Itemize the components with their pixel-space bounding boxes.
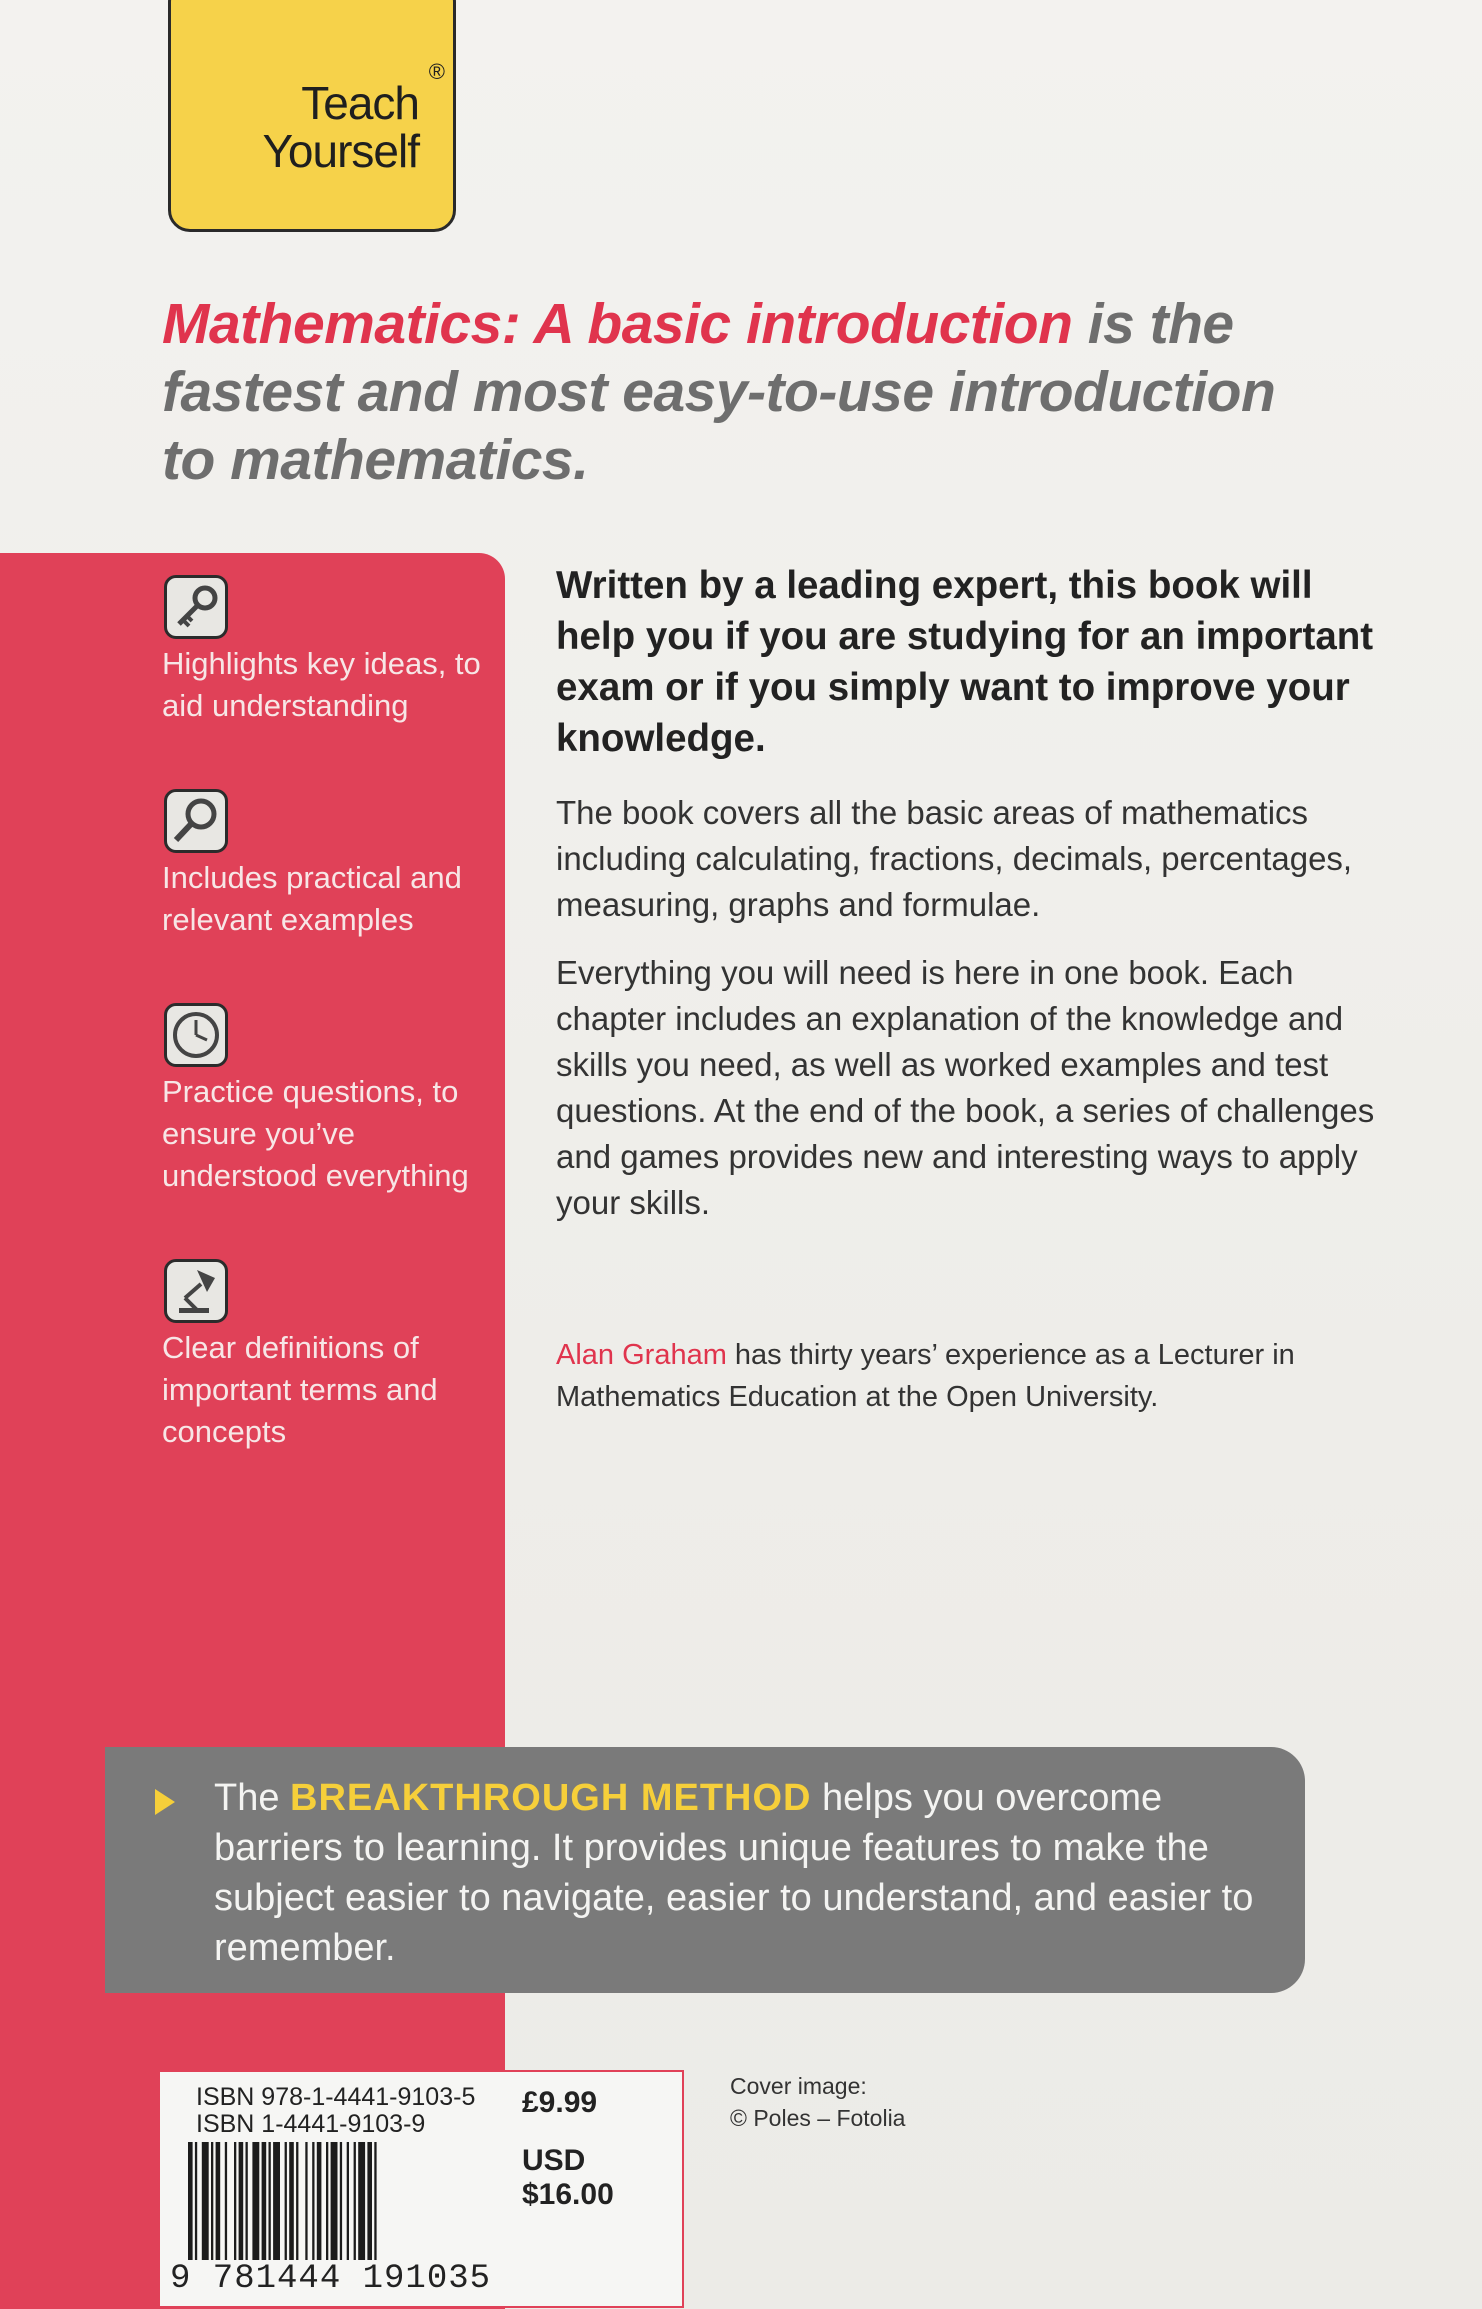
play-arrow-icon xyxy=(155,1789,175,1815)
feature-text: Highlights key ideas, to aid understanding xyxy=(162,646,481,723)
breakthrough-banner xyxy=(105,1747,1305,1993)
desk-lamp-icon xyxy=(164,1259,228,1323)
logo-line-1: Teach xyxy=(301,77,419,129)
headline-rest: is the fastest and most easy-to-use introduction to mathematics. xyxy=(162,292,1276,492)
logo-line-2: Yourself xyxy=(262,125,419,177)
isbn-lines xyxy=(196,2084,475,2138)
body-paragraph: Everything you will need is here in one book. Each chapter includes an explanation of the knowledge and skills you need, as well as worked examples and test questions. At the end of the book, a series of challenges and games provides new and interesting ways to apply your skills. xyxy=(556,954,1375,1221)
author-bio xyxy=(556,1334,1386,1418)
credit-line-2: © Poles – Fotolia xyxy=(730,2105,906,2131)
features-panel xyxy=(0,553,505,2309)
author-bio-text: has thirty years’ experience as a Lecturer in Mathematics Education at the Open University. xyxy=(556,1339,1295,1413)
magnifier-icon xyxy=(164,789,228,853)
price-usd: $16.00 xyxy=(522,2178,614,2211)
body-paragraph: The book covers all the basic areas of mathematics including calculating, fractions, decimals, percentages, measuring, graphs and formulae. xyxy=(556,794,1353,923)
lead-paragraph: Written by a leading expert, this book will help you if you are studying for an important exam or if you simply want to improve your knowledge. xyxy=(556,564,1374,760)
isbn-barcode-box xyxy=(158,2070,684,2308)
barcode-digits: 9 781444 191035 xyxy=(170,2260,510,2298)
clock-icon xyxy=(164,1003,228,1067)
logo-text xyxy=(262,79,419,175)
book-title: Mathematics: A basic introduction xyxy=(162,292,1073,356)
teach-yourself-logo xyxy=(168,0,456,232)
feature-text: Practice questions, to ensure you’ve understood everything xyxy=(162,1074,469,1193)
banner-text xyxy=(214,1773,1284,1973)
isbn-13: ISBN 978-1-4441-9103-5 xyxy=(196,2083,476,2111)
price-gbp: £9.99 xyxy=(522,2086,598,2119)
banner-prefix: The xyxy=(214,1777,291,1819)
key-icon xyxy=(164,575,228,639)
feature-text: Includes practical and relevant examples xyxy=(162,860,462,937)
credit-line-1: Cover image: xyxy=(730,2073,867,2099)
price-usd-label: USD xyxy=(522,2144,586,2177)
author-name: Alan Graham xyxy=(556,1339,727,1371)
registered-mark: ® xyxy=(428,59,445,84)
price-usd-block xyxy=(522,2144,614,2212)
isbn-10: ISBN 1-4441-9103-9 xyxy=(196,2110,426,2138)
breakthrough-method: BREAKTHROUGH METHOD xyxy=(290,1777,812,1819)
banner-rest: helps you overcome barriers to learning. It provides unique features to make the subject easier to navigate, easier to understand, and easier to remember. xyxy=(214,1777,1254,1969)
feature-text: Clear definitions of important terms and concepts xyxy=(162,1330,438,1449)
cover-credit xyxy=(730,2070,905,2134)
headline xyxy=(162,290,1342,494)
